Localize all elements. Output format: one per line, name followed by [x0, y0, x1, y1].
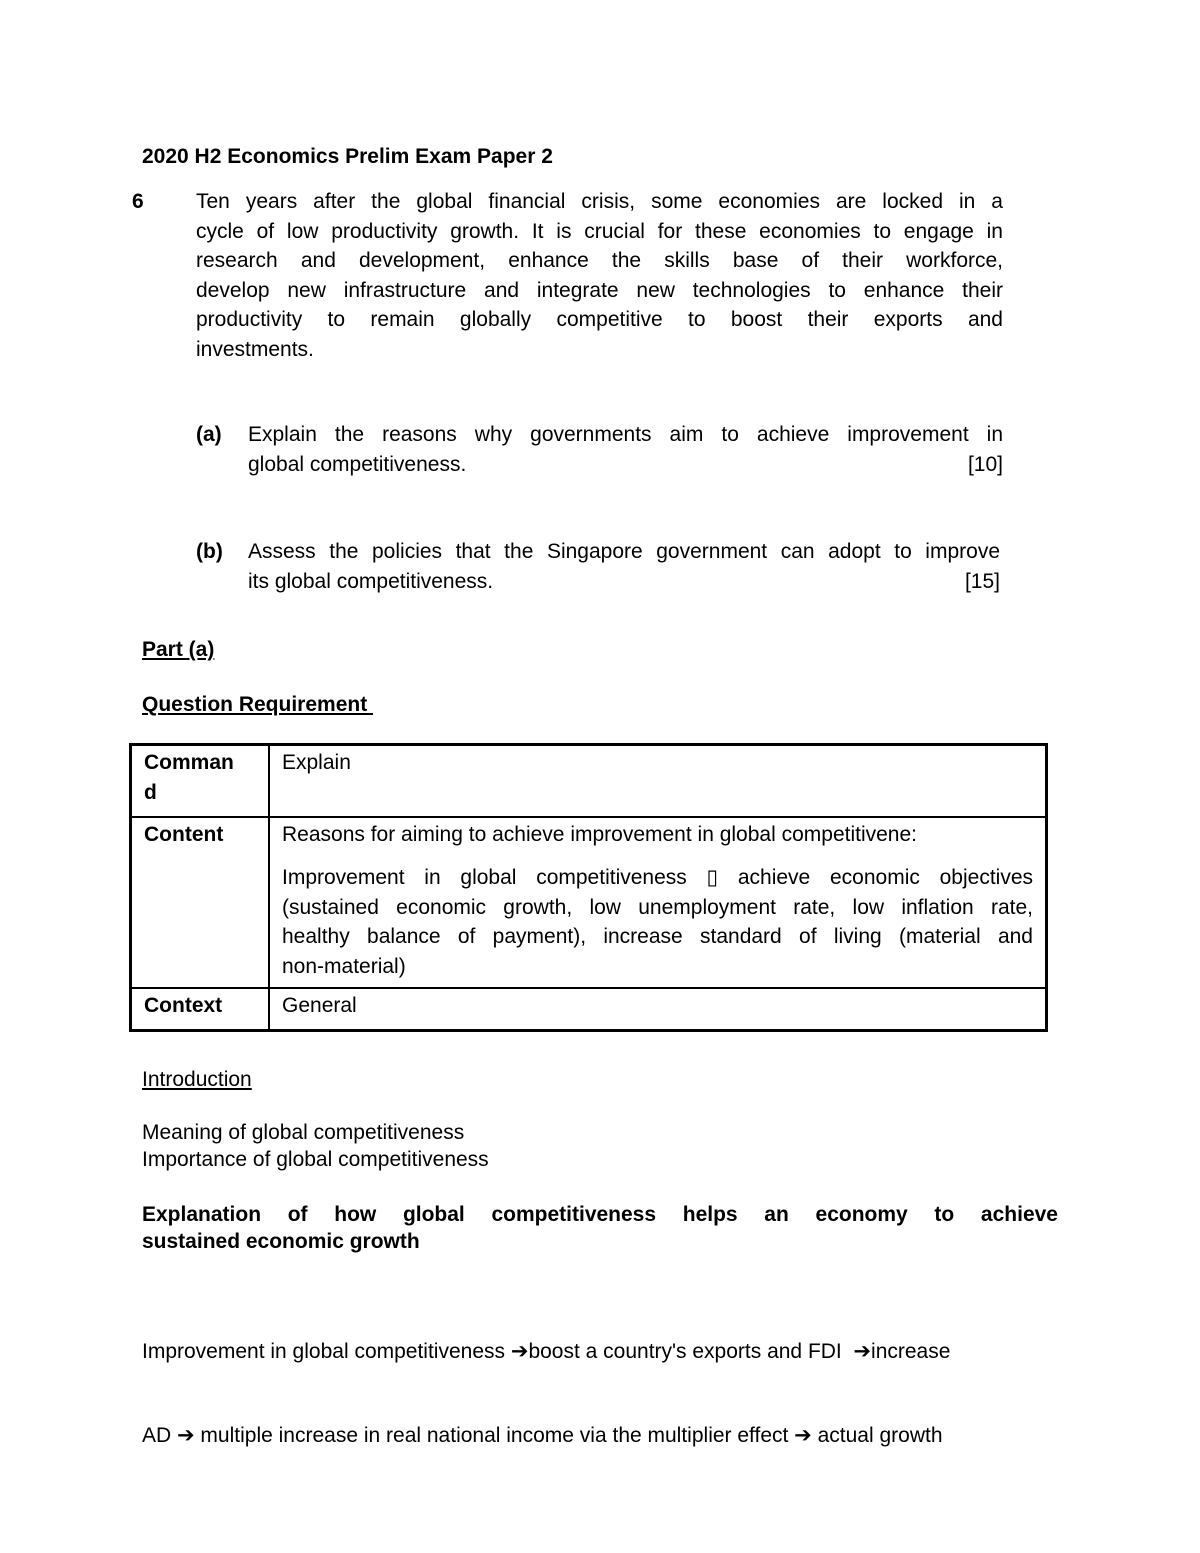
- question-stem: [196, 187, 1003, 364]
- row-label-line: Comman: [144, 751, 234, 774]
- introduction-item: Importance of global competitiveness: [142, 1148, 489, 1171]
- content-line: Improvement in global competitiveness ▯ achieve economic objectives: [282, 866, 1033, 889]
- explanation-body: [142, 1282, 1060, 1478]
- table-row: [131, 817, 1047, 989]
- content-line: Reasons for aiming to achieve improvement in global competitivene:: [282, 822, 917, 846]
- row-value: Explain: [269, 745, 1047, 817]
- stem-line: develop new infrastructure and integrate new technologies to enhance their: [196, 278, 1003, 302]
- introduction-item: Meaning of global competitiveness: [142, 1121, 465, 1144]
- requirement-heading: Question Requirement: [142, 693, 374, 716]
- introduction-list: [142, 1119, 489, 1173]
- row-label: Content: [131, 817, 270, 989]
- content-line: (sustained economic growth, low unemployment rate, low inflation rate,: [282, 895, 1033, 919]
- table-row: [131, 745, 1047, 817]
- stem-line: investments.: [196, 337, 314, 361]
- part-a-marks: [10]: [967, 452, 1003, 476]
- part-b-label: (b): [196, 540, 223, 563]
- row-label-line: d: [144, 780, 157, 804]
- part-a-heading: Part (a): [142, 638, 215, 661]
- part-a-line: Explain the reasons why governments aim to achieve improvement in: [248, 423, 1003, 446]
- stem-line: research and development, enhance the skills base of their workforce,: [196, 249, 1003, 272]
- content-paragraph: [282, 863, 1033, 981]
- explanation-heading-line: Explanation of how global competitiveness helps an economy to achieve: [142, 1203, 1058, 1226]
- content-line: healthy balance of payment), increase standard of living (material and: [282, 925, 1033, 948]
- explanation-line: AD ➔ multiple increase in real national income via the multiplier effect ➔ actual growth: [142, 1424, 943, 1447]
- part-b-line: [248, 567, 1000, 597]
- explanation-line: Improvement in global competitiveness ➔boost a country's exports and FDI ➔increase: [142, 1340, 951, 1363]
- part-b-marks: [15]: [964, 569, 1000, 593]
- row-value: [269, 817, 1047, 989]
- explanation-heading-line: sustained economic growth: [142, 1230, 420, 1253]
- content-line: non-material): [282, 954, 406, 978]
- part-a-line-text: global competitiveness.: [248, 452, 467, 476]
- part-a-line: [248, 450, 1003, 480]
- question-number: 6: [132, 190, 144, 213]
- stem-line: Ten years after the global financial crisis, some economies are locked in a: [196, 190, 1003, 213]
- stem-line: productivity to remain globally competitive to boost their exports and: [196, 308, 1003, 331]
- introduction-heading: Introduction: [142, 1068, 252, 1091]
- part-b-line: Assess the policies that the Singapore government can adopt to improve: [248, 540, 1000, 563]
- row-label: [131, 745, 270, 817]
- row-label: Context: [131, 988, 270, 1030]
- part-b-line-text: its global competitiveness.: [248, 569, 494, 593]
- page-title: 2020 H2 Economics Prelim Exam Paper 2: [142, 145, 553, 168]
- part-a-label: (a): [196, 423, 222, 446]
- requirement-table: [129, 743, 1048, 1032]
- explanation-heading: [142, 1201, 1058, 1255]
- table-row: [131, 988, 1047, 1030]
- part-a-question: [248, 420, 1003, 479]
- stem-line: cycle of low productivity growth. It is crucial for these economies to engage in: [196, 219, 1003, 243]
- part-b-question: [248, 537, 1000, 596]
- row-value: General: [269, 988, 1047, 1030]
